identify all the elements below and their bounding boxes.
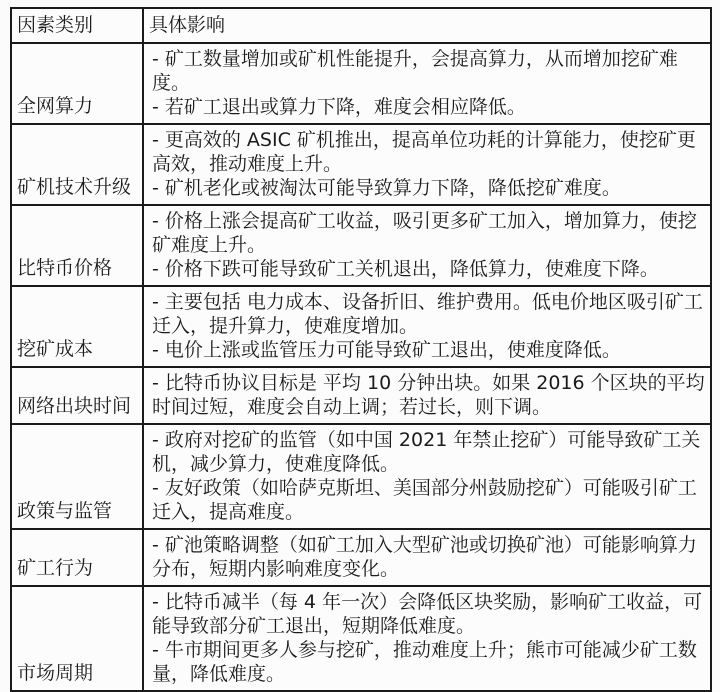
table-body <box>11 43 711 691</box>
impact-item: - 若矿工退出或算力下降，难度会相应降低。 <box>152 96 526 118</box>
impact-item: - 价格下跌可能导致矿工关机退出，降低算力，使难度下降。 <box>152 258 659 280</box>
impact-cell <box>143 286 711 367</box>
table-row <box>11 367 711 424</box>
impact-item: - 价格上涨会提高矿工收益，吸引更多矿工加入，增加算力，使挖矿难度上升。 <box>152 210 697 256</box>
category-cell: 矿机技术升级 <box>11 124 143 205</box>
impact-cell <box>143 43 711 124</box>
category-cell: 比特币价格 <box>11 205 143 286</box>
category-cell: 矿工行为 <box>11 529 143 586</box>
impact-item: - 矿工数量增加或矿机性能提升，会提高算力，从而增加挖矿难度。 <box>152 48 678 94</box>
impact-cell <box>143 367 711 424</box>
impact-cell <box>143 586 711 691</box>
impact-item: - 矿池策略调整（如矿工加入大型矿池或切换矿池）可能影响算力分布，短期内影响难度变化。 <box>152 534 697 580</box>
impact-item: - 友好政策（如哈萨克斯坦、美国部分州鼓励挖矿）可能吸引矿工迁入，提高难度。 <box>152 477 697 523</box>
category-cell: 市场周期 <box>11 586 143 691</box>
impact-item: - 政府对挖矿的监管（如中国 2021 年禁止挖矿）可能导致矿工关机，减少算力，使难度降低。 <box>152 429 701 475</box>
table-row <box>11 124 711 205</box>
category-cell: 全网算力 <box>11 43 143 124</box>
header-row <box>11 8 711 43</box>
impact-cell <box>143 529 711 586</box>
impact-item: - 比特币减半（每 4 年一次）会降低区块奖励，影响矿工收益，可能导致部分矿工退出，短期降低难度。 <box>152 591 703 637</box>
impact-item: - 矿机老化或被淘汰可能导致算力下降，降低挖矿难度。 <box>152 177 621 199</box>
table-row <box>11 205 711 286</box>
impact-item: - 更高效的 ASIC 矿机推出，提高单位功耗的计算能力，使挖矿更高效，推动难度上升。 <box>152 129 696 175</box>
category-cell: 政策与监管 <box>11 424 143 529</box>
table-row <box>11 286 711 367</box>
impact-cell <box>143 205 711 286</box>
category-cell: 网络出块时间 <box>11 367 143 424</box>
impact-cell <box>143 424 711 529</box>
impact-cell <box>143 124 711 205</box>
impact-item: - 电价上涨或监管压力可能导致矿工退出，使难度降低。 <box>152 339 621 361</box>
table-row <box>11 586 711 691</box>
mining-difficulty-factors-table <box>10 7 712 692</box>
table-row <box>11 424 711 529</box>
header-factor-category: 因素类别 <box>11 8 143 43</box>
impact-item: - 比特币协议目标是 平均 10 分钟出块。如果 2016 个区块的平均时间过短，难度会自动上调；若过长，则下调。 <box>152 372 705 418</box>
impact-item: - 牛市期间更多人参与挖矿，推动难度上升；熊市可能减少矿工数量，降低难度。 <box>152 639 697 685</box>
header-specific-impact: 具体影响 <box>143 8 711 43</box>
impact-item: - 主要包括 电力成本、设备折旧、维护费用。低电价地区吸引矿工迁入，提升算力，使难度增加。 <box>152 291 703 337</box>
table-row <box>11 529 711 586</box>
category-cell: 挖矿成本 <box>11 286 143 367</box>
table-row <box>11 43 711 124</box>
